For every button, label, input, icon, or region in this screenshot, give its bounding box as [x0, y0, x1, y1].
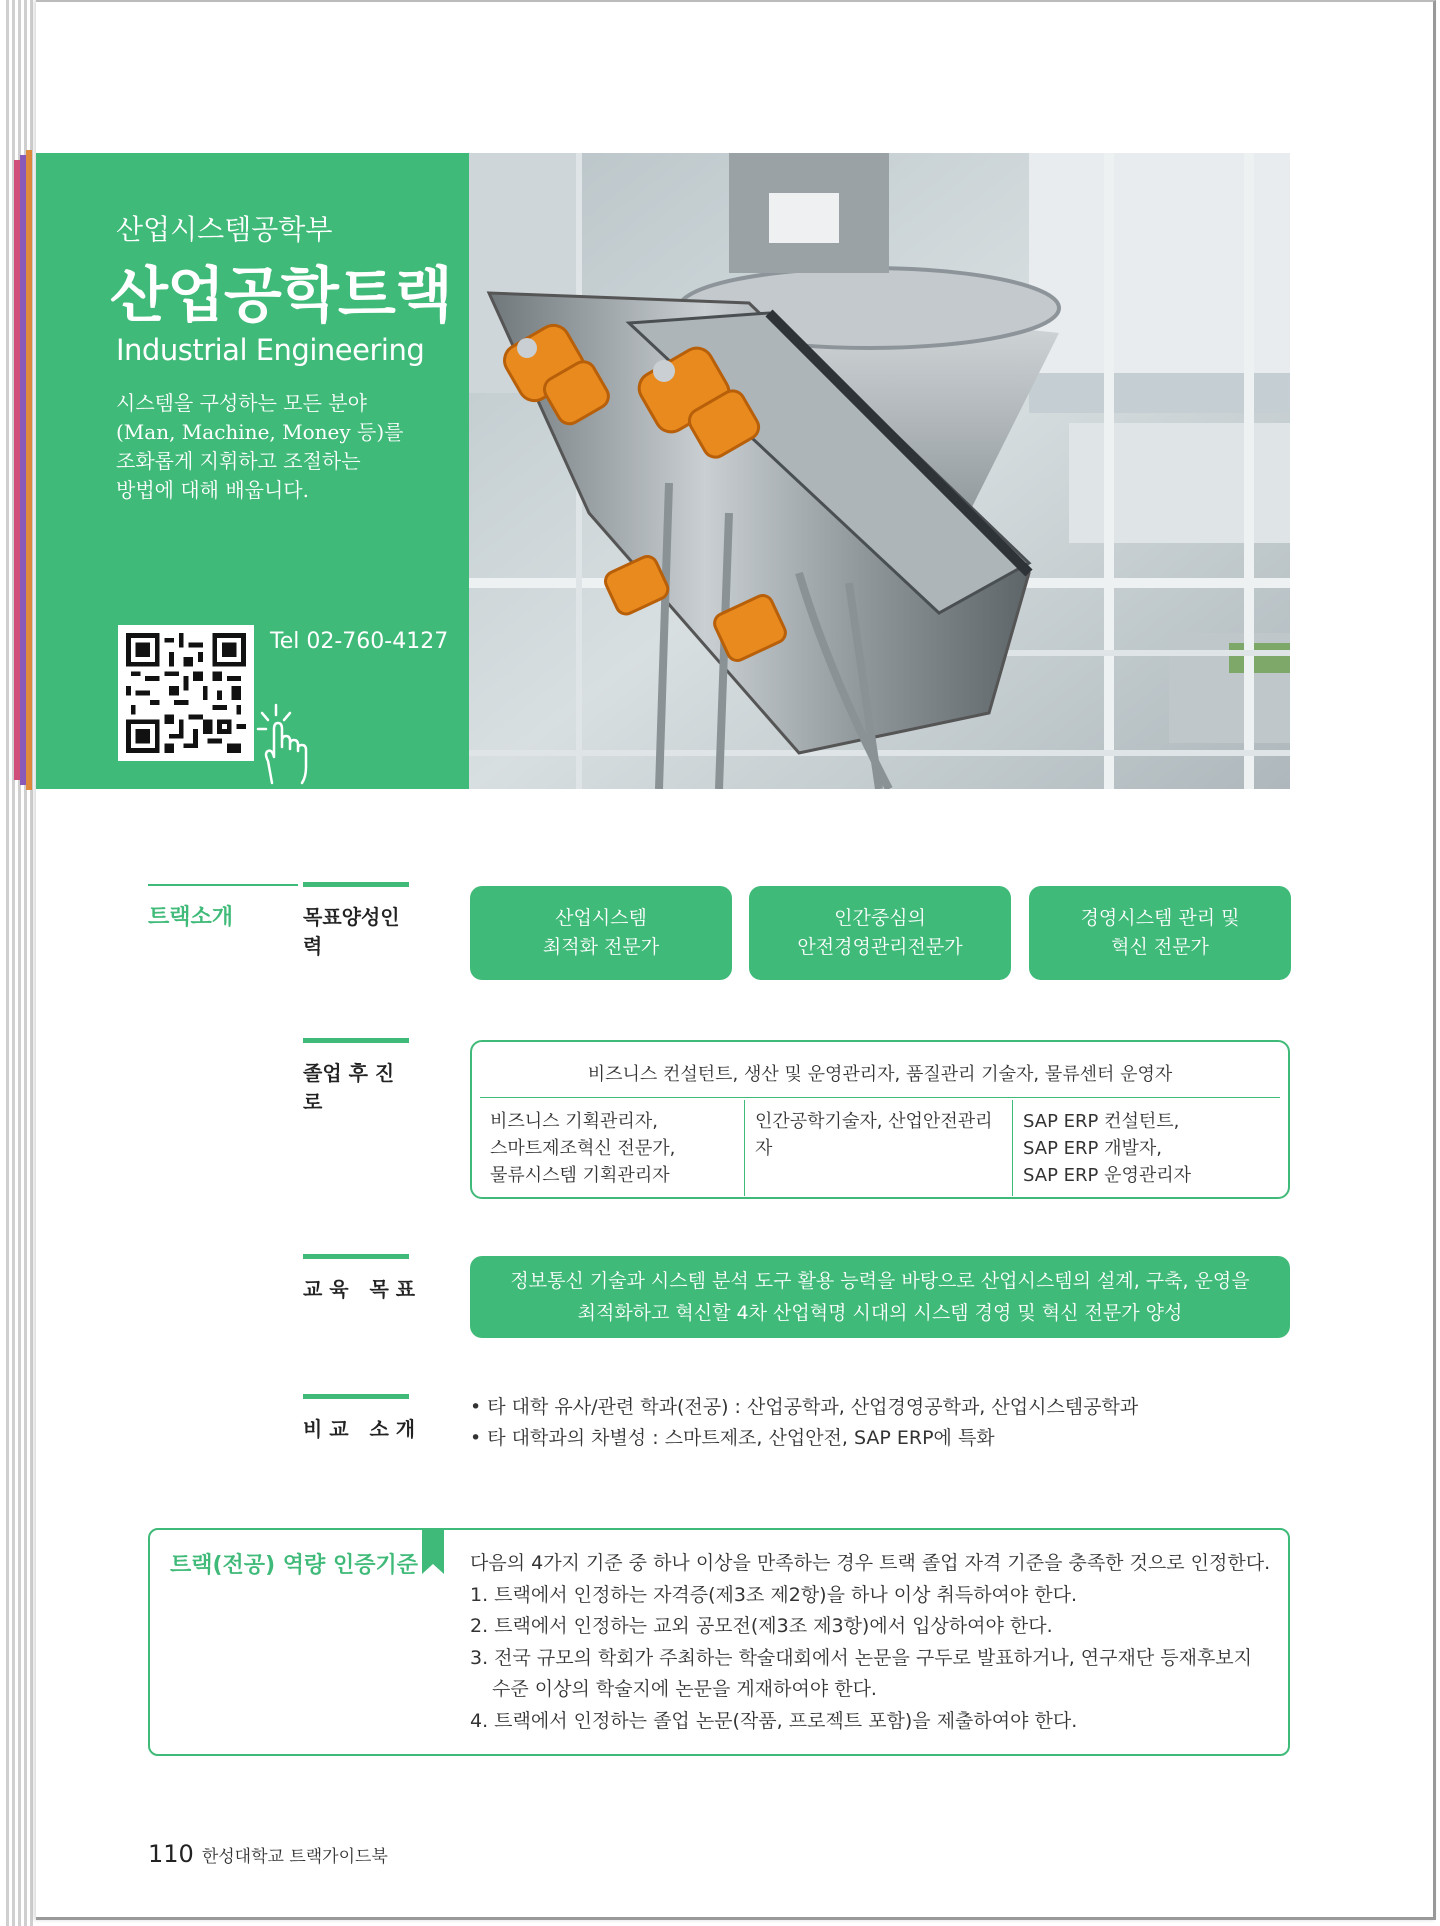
department-name: 산업시스템공학부 [116, 213, 333, 246]
track-title-english: Industrial Engineering [116, 333, 425, 367]
book-title: 한성대학교 트랙가이드북 [201, 1847, 388, 1867]
career-column: SAP ERP 컨설턴트, SAP ERP 개발자, SAP ERP 운영관리자 [1012, 1100, 1280, 1196]
education-goal-box: 정보통신 기술과 시스템 분석 도구 활용 능력을 바탕으로 산업시스템의 설계, 구축, 운영을 최적화하고 혁신할 4차 산업혁명 시대의 시스템 경영 및 혁신 전문가 양성 [470, 1256, 1290, 1338]
list-item: • 타 대학과의 차별성 : 스마트제조, 산업안전, SAP ERP에 특화 [470, 1427, 995, 1449]
section-track-intro-label: 트랙소개 [148, 884, 298, 931]
track-title: 산업공학트랙 [110, 261, 452, 331]
comparison-list [470, 1392, 1138, 1454]
goal-card: 경영시스템 관리 및 혁신 전문가 [1029, 886, 1291, 980]
factory-machine-photo [469, 153, 1290, 789]
goal-label: 목표양성인력 [303, 882, 409, 959]
tap-hand-icon [256, 701, 316, 785]
list-item: 2. 트랙에서 인정하는 교외 공모전(제3조 제3항)에서 입상하여야 한다. [470, 1615, 1053, 1637]
career-table [470, 1040, 1290, 1199]
list-item: 3. 전국 규모의 학회가 주최하는 학술대회에서 논문을 구두로 발표하거나, 연구재단 등재후보지 [470, 1646, 1253, 1669]
qr-code[interactable] [118, 625, 254, 761]
goal-card: 인간중심의 안전경영관리전문가 [749, 886, 1011, 980]
bookmark-icon [422, 1528, 444, 1574]
education-goal-label: 교 육 목 표 [303, 1254, 409, 1302]
comparison-label: 비 교 소 개 [303, 1394, 409, 1442]
page-footer [148, 1840, 388, 1868]
career-label: 졸업 후 진로 [303, 1038, 409, 1115]
telephone: Tel 02-760-4127 [270, 629, 449, 654]
certification-box [148, 1528, 1290, 1756]
certification-title: 트랙(전공) 역량 인증기준 [170, 1553, 418, 1578]
career-column: 비즈니스 기획관리자, 스마트제조혁신 전문가, 물류시스템 기획관리자 [490, 1111, 676, 1186]
career-column: 인간공학기술자, 산업안전관리자 [744, 1100, 1012, 1196]
brochure-page [36, 0, 1436, 1920]
track-header-panel [36, 153, 469, 789]
list-item: 수준 이상의 학술지에 논문을 게재하여야 한다. [492, 1678, 877, 1700]
track-description: 시스템을 구성하는 모든 분야 (Man, Machine, Money 등)를 조화롭게 지휘하고 조절하는 방법에 대해 배웁니다. [116, 391, 404, 502]
goal-card: 산업시스템 최적화 전문가 [470, 886, 732, 980]
list-item: 1. 트랙에서 인정하는 자격증(제3조 제2항)을 하나 이상 취득하여야 한다. [470, 1583, 1078, 1606]
list-item: 4. 트랙에서 인정하는 졸업 논문(작품, 프로젝트 포함)을 제출하여야 한다. [470, 1709, 1078, 1732]
list-item: • 타 대학 유사/관련 학과(전공) : 산업공학과, 산업경영공학과, 산업시스템공학과 [470, 1396, 1139, 1418]
page-number: 110 [148, 1840, 194, 1868]
divider [480, 1097, 1280, 1098]
certification-criteria: 다음의 4가지 기준 중 하나 이상을 만족하는 경우 트랙 졸업 자격 기준을 충족한 것으로 인정한다. 1. 트랙에서 인정하는 자격증(제3조 제2항)을 하나 이상 취득하여야 한다. 2. 트랙에서 인정하는 교외 공모전(제3조 제3항)에서 입상하여야 한다. 3. 전국 규모의 학회가 주최하는 학술대회에서 논문을 구두로 발표하거나, 연구재단 등재후보지 수준 이상의 학술지에 논문을 게재하여야 한다. 4. 트랙에서 인정하는 졸업 논문(작품, 프로젝트 포함)을 제출하여야 한다. [470, 1548, 1280, 1737]
career-summary: 비즈니스 컨설턴트, 생산 및 운영관리자, 품질관리 기술자, 물류센터 운영자 [587, 1064, 1173, 1085]
